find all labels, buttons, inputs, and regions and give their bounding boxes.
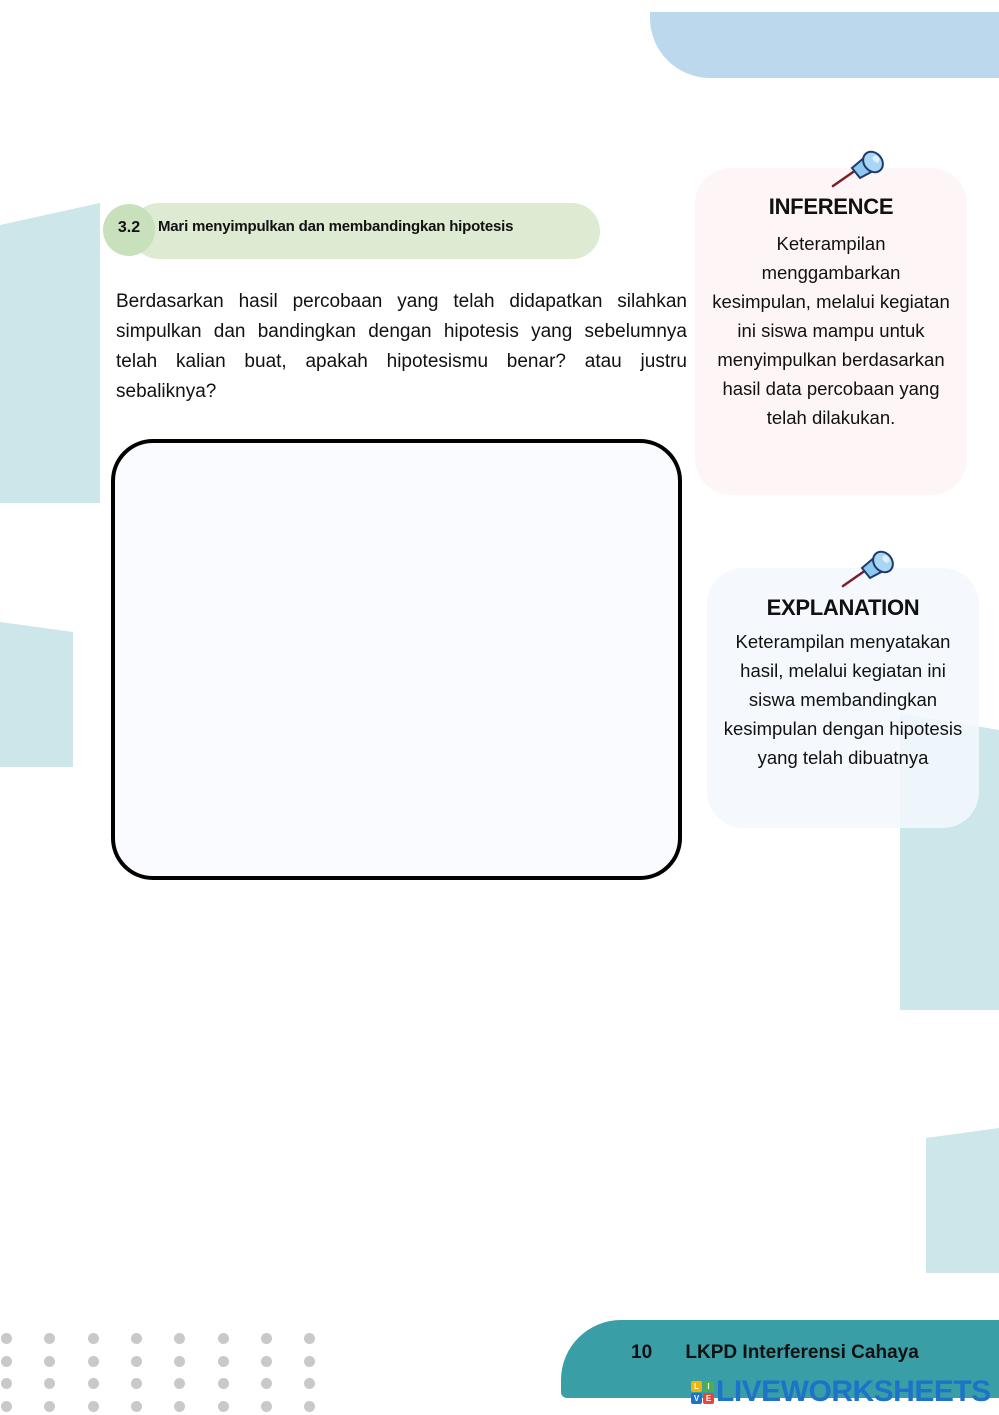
logo-letter: L [691,1381,702,1392]
inference-card [695,168,967,495]
page-number: 10 [631,1342,653,1363]
left-teal-shape-upper [0,203,100,503]
section-heading [103,203,600,259]
decor-dot [218,1356,229,1367]
instruction-text: Berdasarkan hasil percobaan yang telah didapatkan silahkan simpulkan dan bandingkan dengan hipotesis yang sebelumnya telah kalian buat, apakah hipotesismu benar? atau justru sebaliknya? [116,291,687,402]
decor-dot [88,1356,99,1367]
explanation-card [707,568,979,828]
inference-body: Keterampilan menggambarkan kesimpulan, melalui kegiatan ini siswa mampu untuk menyimpulkan berdasarkan hasil data percobaan yang telah dilakukan. [712,233,950,428]
decor-dot [174,1356,185,1367]
decor-dot [174,1378,185,1389]
decor-dot [1,1378,12,1389]
decor-dot [44,1378,55,1389]
decor-dot [44,1333,55,1344]
dot-pattern [0,1330,330,1415]
logo-letter: I [703,1381,714,1392]
decor-dot [131,1333,142,1344]
explanation-heading: EXPLANATION [766,595,920,620]
decor-dot [261,1401,272,1412]
decor-dot [218,1333,229,1344]
decor-dot [304,1356,315,1367]
decor-dot [261,1333,272,1344]
decor-dot [44,1401,55,1412]
right-teal-shape-lower [926,1128,999,1273]
decor-dot [174,1401,185,1412]
decor-dot [88,1333,99,1344]
explanation-body: Keterampilan menyatakan hasil, melalui kegiatan ini siswa membandingkan kesimpulan dengan hipotesis yang telah dibuatnya [723,631,963,768]
decor-dot [304,1401,315,1412]
decor-dot [174,1333,185,1344]
decor-dot [261,1378,272,1389]
decor-dot [304,1378,315,1389]
decor-dot [218,1378,229,1389]
footer-title: LKPD Interferensi Cahaya [685,1342,919,1363]
pushpin-icon [840,548,898,590]
left-teal-shape-lower [0,622,73,767]
decor-dot [304,1333,315,1344]
answer-box[interactable] [111,439,682,880]
decor-dot [261,1356,272,1367]
decor-dot [131,1356,142,1367]
decor-dot [88,1378,99,1389]
logo-letter: E [703,1393,714,1404]
pushpin-icon [830,148,888,190]
inference-heading: INFERENCE [768,194,894,219]
decor-dot [131,1378,142,1389]
decor-dot [131,1401,142,1412]
logo-letter: V [691,1393,702,1404]
section-title: Mari menyimpulkan dan membandingkan hipotesis [158,218,514,235]
decor-dot [1,1401,12,1412]
decor-dot [1,1333,12,1344]
section-number: 3.2 [117,219,141,236]
liveworksheets-logo-icon [691,1381,714,1404]
decor-dot [1,1356,12,1367]
footer [631,1342,919,1364]
decor-dot [44,1356,55,1367]
decor-dot [88,1401,99,1412]
decor-dot [218,1401,229,1412]
liveworksheets-brand[interactable] [691,1375,991,1409]
brand-name: LIVEWORKSHEETS [716,1375,991,1408]
